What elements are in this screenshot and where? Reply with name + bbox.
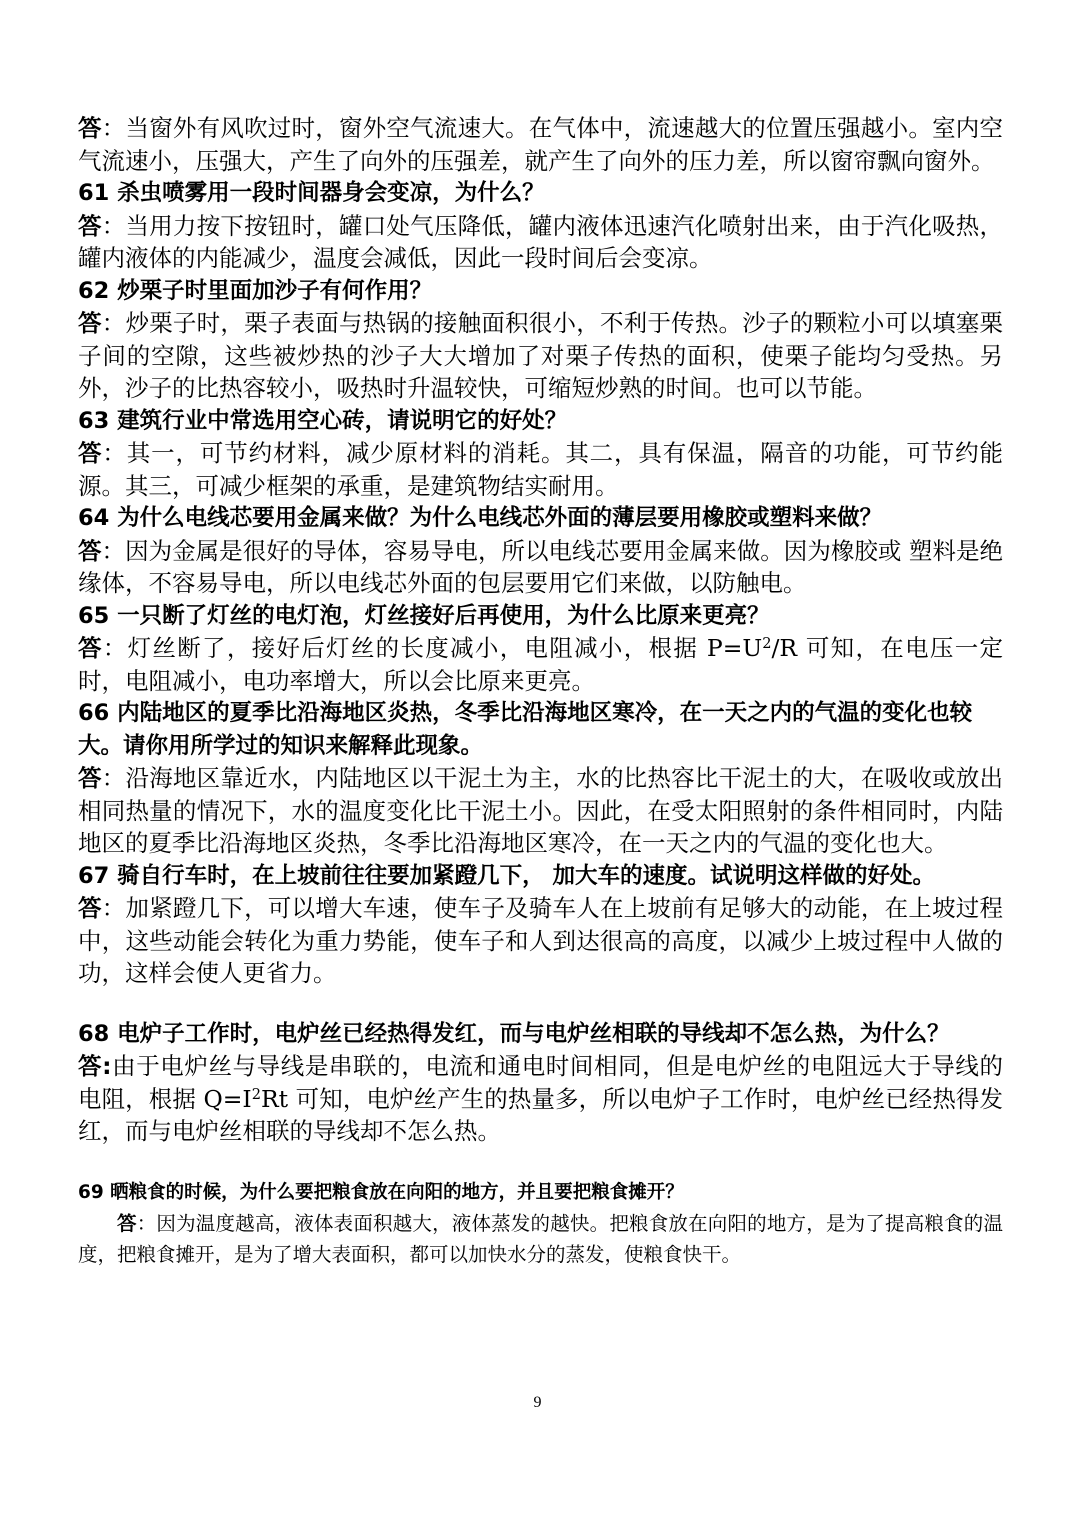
answer-label: 答 (78, 439, 103, 467)
answer-paragraph: 答：因为温度越高，液体表面积越大，液体蒸发的越快。把粮食放在向阳的地方，是为了提高粮食的温度，把粮食摊开，是为了增大表面积，都可以加快水分的蒸发，使粮食快干。 (78, 1211, 1003, 1266)
answer-paragraph: 答：因为金属是很好的导体，容易导电，所以电线芯要用金属来做。因为橡胶或 塑料是绝缘体，不容易导电，所以电线芯外面的包层要用它们来做，以防触电。 (78, 536, 1003, 597)
spacer (78, 1148, 1003, 1174)
question-heading: 69 晒粮食的时候，为什么要把粮食放在向阳的地方，并且要把粮食摊开？ (78, 1181, 684, 1203)
answer-label: 答 (78, 309, 102, 337)
answer-text: 因为温度越高，液体表面积越大，液体蒸发的越快。把粮食放在向阳的地方，是为了提高粮食的温度，把粮食摊开，是为了增大表面积，都可以加快水分的蒸发，使粮食快干。 (78, 1211, 1003, 1266)
answer-paragraph: 答：当用力按下按钮时，罐口处气压降低，罐内液体迅速汽化喷射出来，由于汽化吸热，罐内液体的内能减少，温度会减低，因此一段时间后会变凉。 (78, 211, 1004, 272)
answer-text: 因为金属是很好的导体，容易导电，所以电线芯要用金属来做。因为橡胶或 塑料是绝缘体，不容易导电，所以电线芯外面的包层要用它们来做，以防触电。 (78, 536, 1003, 597)
answer-text: 灯丝断了，接好后灯丝的长度减小，电阻减小，根据 P=U (127, 634, 763, 662)
answer-paragraph: 答:由于电炉丝与导线是串联的，电流和通电时间相同，但是电炉丝的电阻远大于导线的电阻，根据 $Q=I^2Rt$ 可知，电炉丝产生的热量多，所以电炉子工作时，电炉丝已经热得发红，而与电炉丝相联的导线却不怎么热。 (78, 1052, 1004, 1145)
answer-text: /R 可知，在电压一定时，电阻减小，电功率增大，所以会比原来更亮。 (78, 634, 1004, 695)
answer-label: 答 (78, 1052, 103, 1080)
question-heading: 63 建筑行业中常选用空心砖，请说明它的好处？ (78, 407, 568, 434)
answer-text: 当用力按下按钮时，罐口处气压降低，罐内液体迅速汽化喷射出来，由于汽化吸热，罐内液体的内能减少，温度会减低，因此一段时间后会变凉。 (78, 211, 1004, 272)
superscript: 2 (762, 635, 772, 652)
answer-paragraph: 答：沿海地区靠近水，内陆地区以干泥土为主，水的比热容比干泥土的大，在吸收或放出相同热量的情况下，水的温度变化比干泥土小。因此，在受太阳照射的条件相同时，内陆地区的夏季比沿海地区炎热，冬季比沿海地区寒冷，在一天之内的气温的变化也大。 (78, 764, 1004, 857)
answer-text: 炒栗子时，栗子表面与热锅的接触面积很小，不利于传热。沙子的颗粒小可以填塞栗子间的空隙，这些被炒热的沙子大大增加了对栗子传热的面积，使栗子能均匀受热。另外，沙子的比热容较小，吸热时升温较快，可缩短炒熟的时间。也可以节能。 (78, 309, 1004, 402)
question-heading: 64 为什么电线芯要用金属来做？为什么电线芯外面的薄层要用橡胶或塑料来做？ (78, 505, 883, 531)
answer-paragraph: 答：炒栗子时，栗子表面与热锅的接触面积很小，不利于传热。沙子的颗粒小可以填塞栗子间的空隙，这些被炒热的沙子大大增加了对栗子传热的面积，使栗子能均匀受热。另外，沙子的比热容较小，吸热时升温较快，可缩短炒熟的时间。也可以节能。 (78, 309, 1004, 402)
answer-paragraph: 答：灯丝断了，接好后灯丝的长度减小，电阻减小，根据 $P=U^2/R$ 可知，在电压一定时，电阻减小，电功率增大，所以会比原来更亮。 (78, 634, 1004, 695)
page-number: 9 (533, 1394, 542, 1411)
question-heading: 62 炒栗子时里面加沙子有何作用？ (78, 277, 433, 304)
spacer (78, 990, 1003, 1018)
answer-label: 答 (78, 764, 102, 792)
answer-label: 答 (78, 211, 102, 240)
answer-text: Rt 可知，电炉丝产生的热量多，所以电炉子工作时，电炉丝已经热得发红，而与电炉丝相联的导线却不怎么热。 (78, 1084, 1003, 1145)
question-heading: 67 骑自行车时，在上坡前往往要加紧蹬几下， 加大车的速度。试说明这样做的好处。 (78, 862, 935, 889)
question-heading: 61 杀虫喷雾用一段时间器身会变凉，为什么？ (78, 180, 545, 206)
question-heading: 65 一只断了灯丝的电灯泡，灯丝接好后再使用，为什么比原来更亮？ (78, 602, 770, 629)
question-heading: 68 电炉子工作时，电炉丝已经热得发红，而与电炉丝相联的导线却不怎么热，为什么？ (78, 1020, 950, 1047)
answer-text: 由于电炉丝与导线是串联的，电流和通电时间相同，但是电炉丝的电阻远大于导线的电阻，根据 Q=I (78, 1052, 1004, 1113)
answer-paragraph: 答：加紧蹬几下，可以增大车速，使车子及骑车人在上坡前有足够大的动能，在上坡过程中，这些动能会转化为重力势能，使车子和人到达很高的高度，以减少上坡过程中人做的功，这样会使人更省力。 (78, 894, 1004, 987)
answer-paragraph: 答：其一，可节约材料，减少原材料的消耗。其二，具有保温，隔音的功能，可节约能源。其三，可减少框架的承重，是建筑物结实耐用。 (78, 439, 1004, 500)
answer-label: 答 (78, 894, 102, 922)
answer-label: 答 (117, 1211, 137, 1235)
answer-text: 其一，可节约材料，减少原材料的消耗。其二，具有保温，隔音的功能，可节约能源。其三，可减少框架的承重，是建筑物结实耐用。 (78, 439, 1004, 500)
question-heading: 66 内陆地区的夏季比沿海地区炎热，冬季比沿海地区寒冷，在一天之内的气温的变化也较大。请你用所学过的知识来解释此现象。 (78, 700, 973, 759)
answer-label: 答 (78, 114, 102, 142)
superscript: 2 (251, 1085, 261, 1103)
answer-label: 答 (78, 536, 102, 565)
answer-text: 沿海地区靠近水，内陆地区以干泥土为主，水的比热容比干泥土的大，在吸收或放出相同热量的情况下，水的温度变化比干泥土小。因此，在受太阳照射的条件相同时，内陆地区的夏季比沿海地区炎热，冬季比沿海地区寒冷，在一天之内的气温的变化也大。 (78, 764, 1004, 857)
document-page (78, 112, 1003, 1270)
answer-text: 加紧蹬几下，可以增大车速，使车子及骑车人在上坡前有足够大的动能，在上坡过程中，这些动能会转化为重力势能，使车子和人到达很高的高度，以减少上坡过程中人做的功，这样会使人更省力。 (78, 894, 1004, 987)
answer-label: 答 (78, 634, 103, 662)
answer-paragraph: 答：当窗外有风吹过时，窗外空气流速大。在气体中，流速越大的位置压强越小。室内空气流速小，压强大，产生了向外的压强差，就产生了向外的压力差，所以窗帘飘向窗外。 (78, 114, 1004, 175)
answer-text: 当窗外有风吹过时，窗外空气流速大。在气体中，流速越大的位置压强越小。室内空气流速小，压强大，产生了向外的压强差，就产生了向外的压力差，所以窗帘飘向窗外。 (78, 114, 1004, 175)
